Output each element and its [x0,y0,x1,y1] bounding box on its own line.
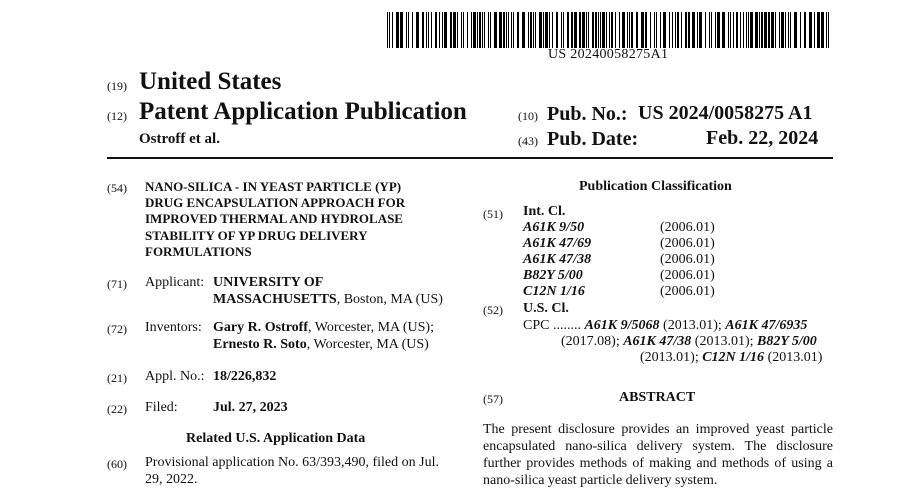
barcode-bar [715,12,716,48]
barcode-bar [528,12,529,48]
barcode-bar [654,12,655,48]
inventor-1-name: Gary R. Ostroff [213,320,308,335]
barcode-bar [490,12,491,48]
pub-date-label: Pub. Date: [547,128,639,150]
applicant-label: Applicant: [145,275,205,290]
barcode-bar [461,12,462,48]
barcode-bar [611,12,613,48]
title-line: NANO-SILICA - IN YEAST PARTICLE (YP) [145,179,402,194]
barcode-bar [794,12,797,48]
cpc-line2 [561,334,817,350]
code-71: (71) [107,277,127,291]
barcode-bar [733,12,734,48]
cpc-code: B82Y 5/00 [757,334,817,349]
barcode-bar [545,12,548,48]
cpc-line3 [640,350,822,366]
barcode-bar [631,12,633,48]
barcode-bar [563,12,564,48]
barcode-bar [586,12,587,48]
barcode-bar [730,12,731,48]
abstract-text: The present disclosure provides an improved yeast particle encapsulated nano-silica delivery system. The disclosure further provides methods of making and methods of using a nano-silica yeast particle delivery system. [483,422,833,488]
barcode-bar [717,12,720,48]
barcode-bar [650,12,651,48]
filed-label: Filed: [145,400,178,415]
barcode-bar [549,12,550,48]
code-54: (54) [107,181,127,195]
barcode-bar [619,12,620,48]
code-22: (22) [107,402,127,416]
barcode-bar [677,12,679,48]
provisional-line1: Provisional application No. 63/393,490, filed on Jul. [145,455,439,470]
barcode-bar [511,12,512,48]
barcode-bar [785,12,786,48]
applicant-name-line2: MASSACHUSETTS [213,292,337,307]
title-line: DRUG ENCAPSULATION APPROACH FOR [145,195,406,211]
barcode-bar [453,12,456,48]
barcode-bar [761,12,763,48]
cpc-year: (2017.08); [561,334,624,349]
barcode-bar [396,12,399,48]
barcode-bar [759,12,760,48]
barcode-bar [615,12,616,48]
inventor-short: Ostroff et al. [139,131,220,147]
barcode-bar [533,12,534,48]
barcode-bar [711,12,712,48]
barcode-bar [579,12,581,48]
barcode-bar [442,12,443,48]
barcode-bar [473,12,476,48]
barcode-bar [444,12,447,48]
barcode-bar [748,12,749,48]
int-cl-code: A61K 9/50 [523,220,585,235]
barcode-bar [439,12,440,48]
cpc-line1 [523,318,807,334]
country: United States [139,68,282,95]
cpc-year: (2013.01); [640,350,703,365]
pub-no-label: Pub. No.: [547,103,628,125]
barcode-bar [484,12,485,48]
barcode-bar [477,12,478,48]
barcode-bar [387,12,388,48]
code-60: (60) [107,457,127,471]
barcode-bar [428,12,429,48]
applicant-line2 [213,292,443,308]
barcode-label: US 20240058275A1 [548,47,669,62]
barcode-bar [669,12,670,48]
barcode-bar [740,12,741,48]
barcode-bar [746,12,747,48]
int-cl-year: (2006.01) [660,220,715,235]
barcode-bar [681,12,682,48]
title-line: STABILITY OF YP DRUG DELIVERY [145,227,368,243]
barcode-bar [602,12,605,48]
barcode-bar [736,12,738,48]
title-line: IMPROVED THERMAL AND HYDROLASE [145,211,403,227]
barcode-bar [412,12,413,48]
barcode-bar [539,12,542,48]
barcode-bar [764,12,767,48]
barcode-bar [775,12,776,48]
barcode-bar [513,12,514,48]
inventors-label: Inventors: [145,320,202,335]
barcode-bar [768,12,770,48]
barcode-bar [675,12,676,48]
cpc-code: C12N 1/16 [702,350,765,365]
barcode-bar [482,12,483,48]
code-12: (12) [107,109,127,123]
barcode-bar [821,12,824,48]
filed-date: Jul. 27, 2023 [213,400,288,415]
barcode-bar [463,12,464,48]
applicant-location: , Boston, MA (US) [336,292,443,307]
cpc-code: A61K 47/6935 [725,318,808,333]
code-72: (72) [107,322,127,336]
int-cl-year: (2006.01) [660,268,715,283]
barcode-bar [660,12,661,48]
barcode-bar [592,12,594,48]
barcode-bar [800,12,801,48]
inventor-1 [213,320,434,336]
int-cl-code: B82Y 5/00 [523,268,583,283]
applicant-name-line1: UNIVERSITY OF [213,275,324,290]
barcode-bar [556,12,558,48]
int-cl-label: Int. Cl. [523,204,566,219]
inventor-2-location: , Worcester, MA (US) [306,337,429,352]
us-cl-label: U.S. Cl. [523,301,569,316]
barcode-bar [406,12,407,48]
barcode-bar [600,12,601,48]
barcode-bar [828,12,829,48]
barcode-bar [517,12,519,48]
barcode-bar [471,12,472,48]
pub-date: Feb. 22, 2024 [706,127,819,149]
barcode-bar [755,12,758,48]
barcode-bar [790,12,791,48]
code-43: (43) [518,134,538,148]
barcode-bar [656,12,657,48]
header-rule [107,157,833,159]
cpc-year: (2013.01); [659,318,726,333]
cpc-year: (2013.01); [691,334,758,349]
barcode-bar [809,12,812,48]
barcode-bar [743,12,744,48]
barcode-bar [817,12,820,48]
barcode-bar [609,12,610,48]
int-cl-code: A61K 47/38 [523,252,592,267]
barcode-bar [561,12,562,48]
barcode-bar [494,12,497,48]
code-21: (21) [107,371,127,385]
code-52: (52) [483,303,503,317]
barcode-bar [685,12,687,48]
inventor-2 [213,337,429,353]
barcode-bar [722,12,725,48]
barcode-bar [392,12,393,48]
barcode-bar [595,12,597,48]
barcode-bar [606,12,607,48]
barcode-bar [771,12,774,48]
barcode-bar [535,12,536,48]
barcode-bar [499,12,502,48]
barcode-bar [422,12,424,48]
cpc-code: A61K 9/5068 [584,318,660,333]
barcode-bar [629,12,630,48]
barcode-bar [457,12,458,48]
barcode-bar [697,12,698,48]
barcode-bar [435,12,437,48]
barcode-bar [663,12,666,48]
barcode-bar [408,12,409,48]
int-cl-year: (2006.01) [660,252,715,267]
barcode-bar [389,12,390,48]
barcode-bar [574,12,577,48]
barcode-bar [598,12,599,48]
barcode-bar [728,12,729,48]
pub-class-heading: Publication Classification [579,179,732,194]
int-cl-year: (2006.01) [660,236,715,251]
barcode-bar [636,12,638,48]
inventor-2-name: Ernesto R. Soto [213,337,307,352]
title-line: FORMULATIONS [145,243,252,259]
barcode-bar [567,12,569,48]
barcode-bar [622,12,625,48]
inventor-1-location: , Worcester, MA (US); [308,320,434,335]
code-10: (10) [518,109,538,123]
document-type: Patent Application Publication [139,98,467,125]
related-heading: Related U.S. Application Data [186,431,366,446]
barcode-bar [804,12,806,48]
int-cl-code: C12N 1/16 [523,284,585,299]
barcode-bar [641,12,644,48]
barcode-bar [699,12,702,48]
barcode-bar [688,12,690,48]
int-cl-code: A61K 47/69 [523,236,592,251]
barcode-bar [779,12,780,48]
barcode-bar [705,12,706,48]
cpc-year: (2013.01) [764,350,823,365]
barcode-bar [645,12,647,48]
barcode-bar [582,12,585,48]
appl-no: 18/226,832 [213,369,277,384]
barcode-image [387,12,833,48]
barcode-bar [530,12,532,48]
pub-no: US 2024/0058275 A1 [638,102,813,124]
barcode-bar [627,12,628,48]
barcode-bar [709,12,710,48]
barcode-bar [552,12,553,48]
code-51: (51) [483,207,503,221]
int-cl-year: (2006.01) [660,284,715,299]
barcode-bar [479,12,481,48]
barcode-bar [450,12,452,48]
barcode-bar [431,12,432,48]
appl-no-label: Appl. No.: [145,369,205,384]
barcode-bar [467,12,468,48]
barcode-bar [506,12,507,48]
barcode-bar [522,12,525,48]
barcode-bar [814,12,815,48]
barcode-bar [750,12,753,48]
barcode-bar [826,12,827,48]
cpc-label: CPC ........ [523,318,581,333]
code-57: (57) [483,392,503,406]
abstract-heading: ABSTRACT [619,390,696,405]
barcode-bar [788,12,789,48]
code-19: (19) [107,79,127,93]
barcode-bar [503,12,505,48]
cpc-code: A61K 47/38 [623,334,692,349]
barcode-bar [672,12,673,48]
barcode-bar [416,12,419,48]
barcode-bar [488,12,489,48]
barcode-bar [426,12,427,48]
provisional-line2: 29, 2022. [145,472,198,487]
barcode-bar [781,12,784,48]
barcode-bar [692,12,695,48]
barcode-bar [543,12,544,48]
barcode-bar [571,12,573,48]
title [145,179,405,260]
barcode-bar [588,12,589,48]
barcode-bar [400,12,403,48]
barcode-bar [508,12,509,48]
